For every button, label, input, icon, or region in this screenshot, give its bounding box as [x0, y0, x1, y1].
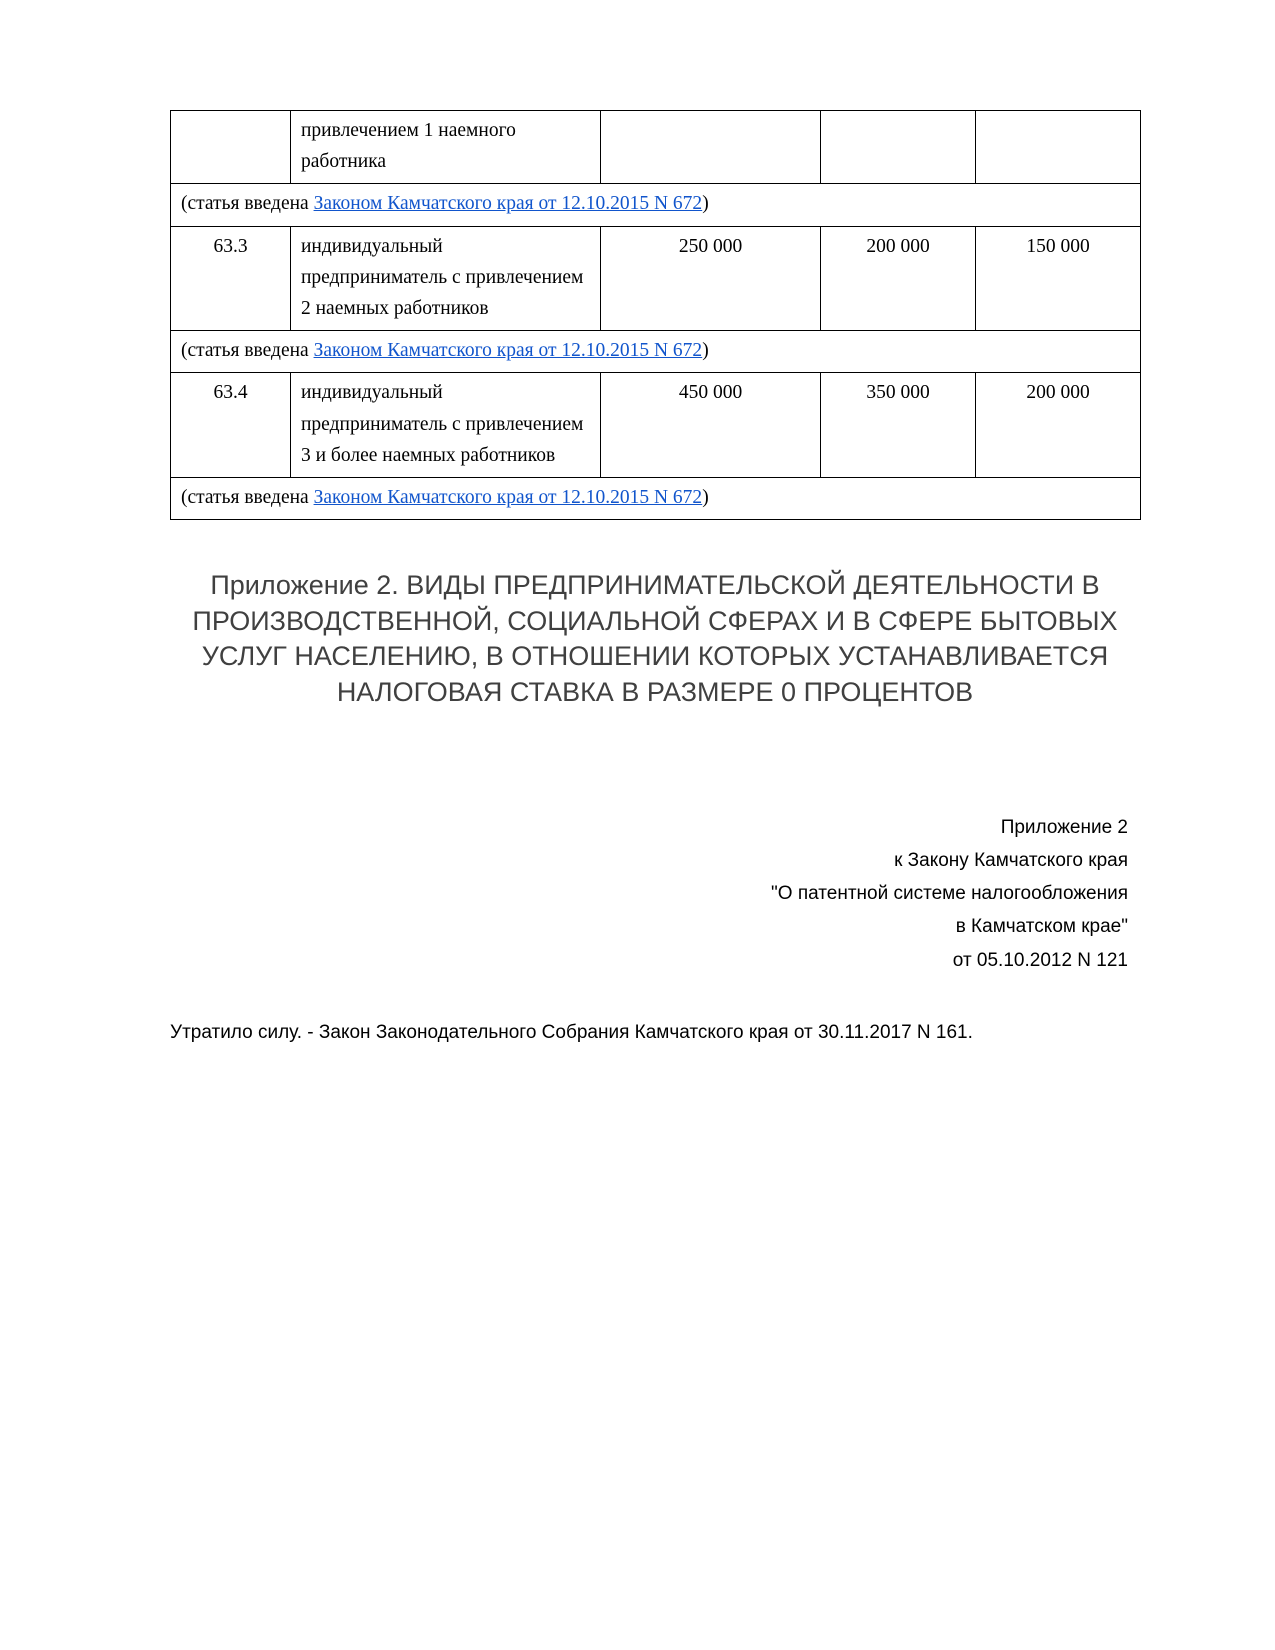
appendix-reference-block: [170, 811, 1140, 977]
statute-link[interactable]: Законом Камчатского края от 12.10.2015 N 672: [313, 486, 703, 508]
table-row: [171, 373, 1141, 478]
reference-line: "О патентной системе налогообложения: [771, 883, 1128, 905]
note-cell: [171, 331, 1141, 373]
note-prefix: (статья введена: [181, 193, 314, 215]
value-cell: [601, 111, 821, 184]
note-suffix: ): [702, 340, 709, 362]
statute-link[interactable]: Законом Камчатского края от 12.10.2015 N 672: [313, 193, 703, 215]
value-cell: 350 000: [821, 373, 976, 478]
row-number-cell: 63.4: [171, 373, 291, 478]
row-number-cell: 63.3: [171, 226, 291, 331]
note-suffix: ): [702, 193, 709, 215]
note-prefix: (статья введена: [181, 486, 314, 508]
value-cell: 250 000: [601, 226, 821, 331]
table-row: [171, 111, 1141, 184]
value-cell: [976, 111, 1141, 184]
reference-line: к Закону Камчатского края: [894, 849, 1128, 871]
appendix-heading: Приложение 2. ВИДЫ ПРЕДПРИНИМАТЕЛЬСКОЙ ДЕЯТЕЛЬНОСТИ В ПРОИЗВОДСТВЕННОЙ, СОЦИАЛЬНОЙ СФЕРАХ И В СФЕРЕ БЫТОВЫХ УСЛУГ НАСЕЛЕНИЮ, В ОТНОШЕНИИ КОТОРЫХ УСТАНАВЛИВАЕТСЯ НАЛОГОВАЯ СТАВКА В РАЗМЕРЕ 0 ПРОЦЕНТОВ: [192, 570, 1118, 707]
value-cell: [821, 111, 976, 184]
note-prefix: (статья введена: [181, 340, 314, 362]
description-cell: привлечением 1 наемного работника: [291, 111, 601, 184]
patent-cost-table: [170, 110, 1141, 520]
note-row: [171, 331, 1141, 373]
note-row: [171, 477, 1141, 519]
table-row: [171, 226, 1141, 331]
description-cell: индивидуальный предприниматель с привлечением 3 и более наемных работников: [291, 373, 601, 478]
note-suffix: ): [702, 486, 709, 508]
row-number-cell: [171, 111, 291, 184]
value-cell: 200 000: [821, 226, 976, 331]
reference-line: в Камчатском крае": [955, 916, 1128, 938]
note-cell: [171, 477, 1141, 519]
note-row: [171, 184, 1141, 226]
reference-line: от 05.10.2012 N 121: [952, 949, 1128, 971]
statute-link[interactable]: Законом Камчатского края от 12.10.2015 N 672: [313, 340, 703, 362]
value-cell: 200 000: [976, 373, 1141, 478]
repealed-paragraph: Утратило силу. - Закон Законодательного Собрания Камчатского края от 30.11.2017 N 161.: [170, 1021, 973, 1043]
value-cell: 150 000: [976, 226, 1141, 331]
description-cell: индивидуальный предприниматель с привлечением 2 наемных работников: [291, 226, 601, 331]
reference-line: Приложение 2: [1000, 816, 1128, 838]
value-cell: 450 000: [601, 373, 821, 478]
note-cell: [171, 184, 1141, 226]
